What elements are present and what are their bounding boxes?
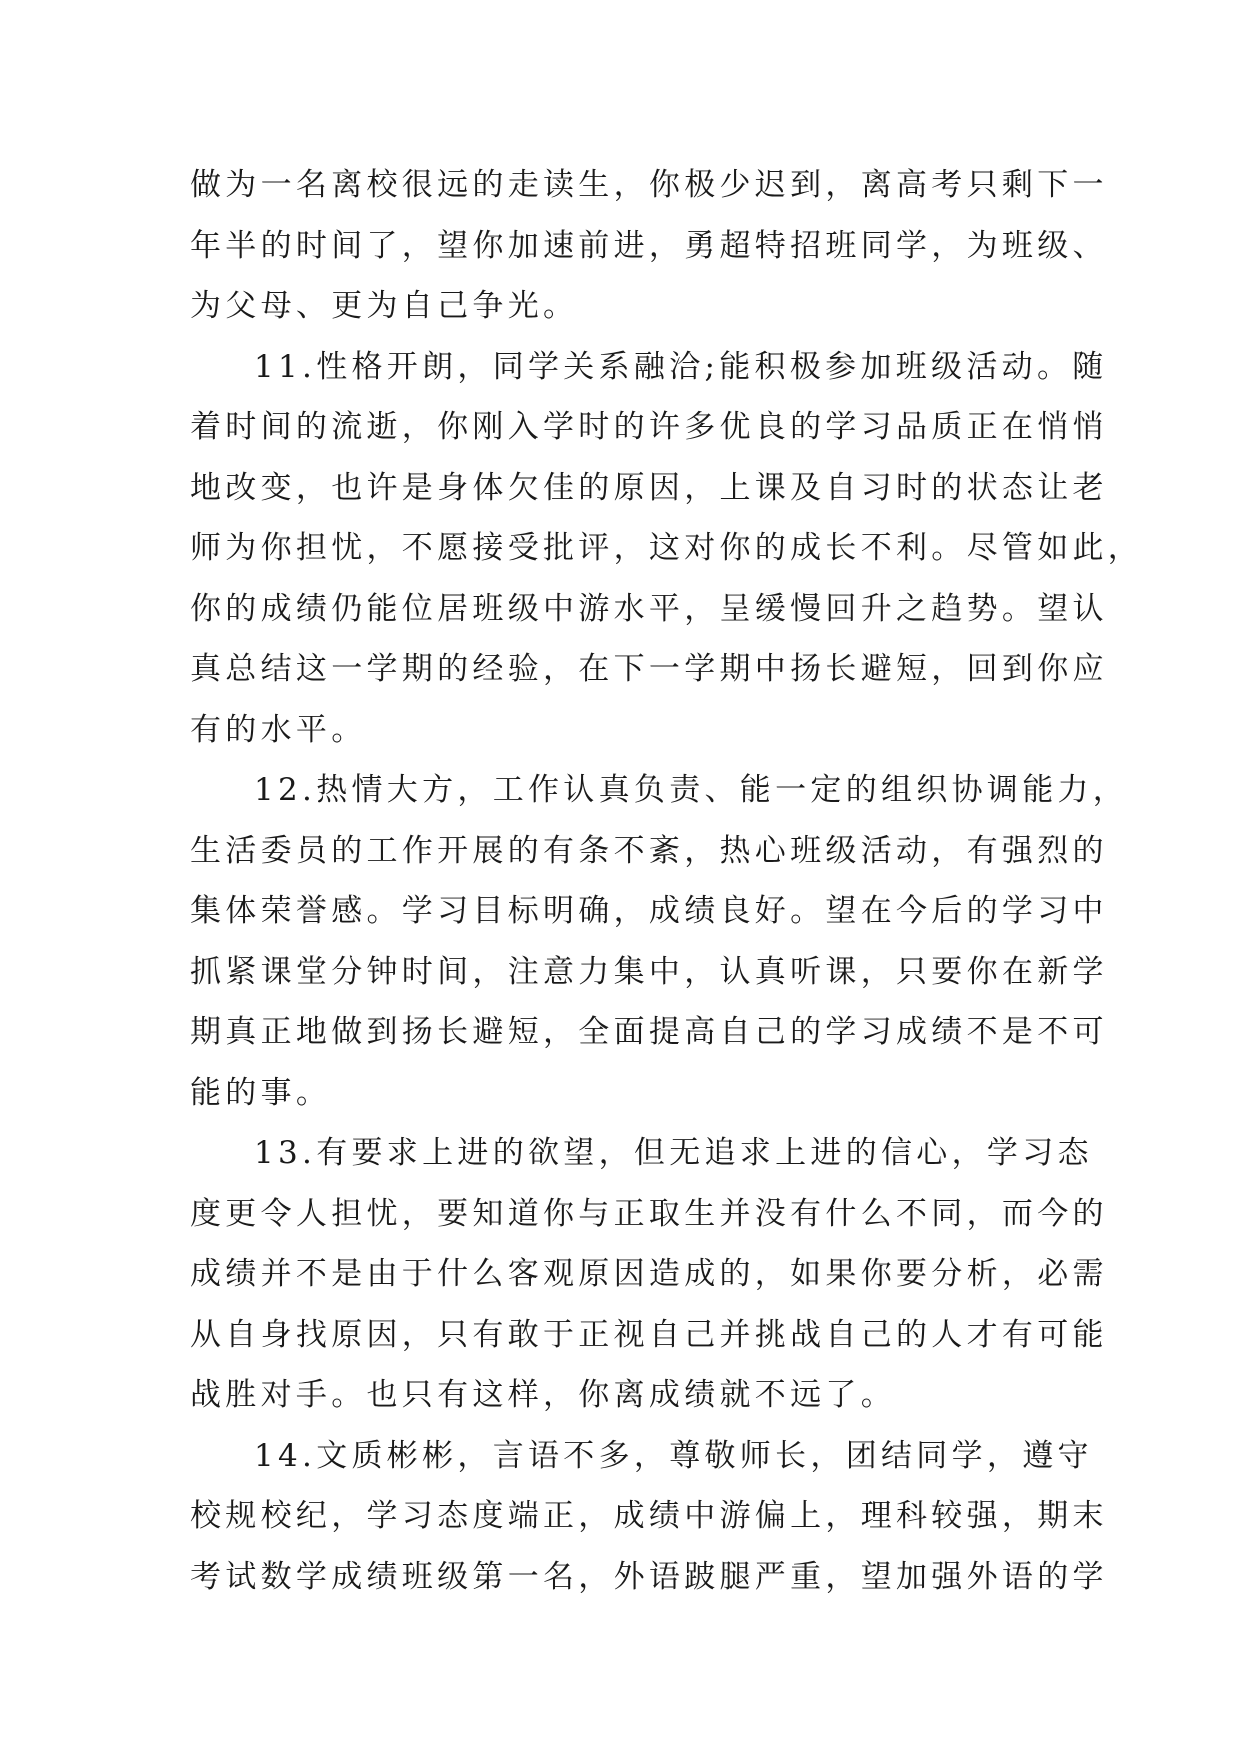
text-line: 地改变，也许是身体欠佳的原因，上课及自习时的状态让老 (190, 469, 1108, 506)
comment-text-block (190, 155, 1144, 1607)
paragraph-11-start: 11.性格开朗，同学关系融洽;能积极参加班级活动。随 (254, 348, 1108, 385)
text-line: 年半的时间了，望你加速前进，勇超特招班同学，为班级、 (190, 227, 1108, 264)
text-line: 集体荣誉感。学习目标明确，成绩良好。望在今后的学习中 (190, 893, 1108, 929)
text-line: 抓紧课堂分钟时间，注意力集中，认真听课，只要你在新学 (190, 953, 1108, 990)
text-line: 能的事。 (190, 1074, 332, 1111)
text-line: 你的成绩仍能位居班级中游水平，呈缓慢回升之趋势。望认 (190, 590, 1108, 627)
paragraph-12-start: 12.热情大方，工作认真负责、能一定的组织协调能力， (254, 772, 1129, 808)
text-line: 做为一名离校很远的走读生，你极少迟到，离高考只剩下一 (190, 167, 1108, 203)
text-line: 从自身找原因，只有敢于正视自己并挑战自己的人才有可能 (190, 1316, 1108, 1353)
paragraph-13-start: 13.有要求上进的欲望，但无追求上进的信心，学习态 (254, 1135, 1093, 1171)
text-line: 校规校纪，学习态度端正，成绩中游偏上，理科较强，期末 (190, 1498, 1108, 1534)
text-line: 生活委员的工作开展的有条不紊，热心班级活动，有强烈的 (190, 832, 1108, 869)
text-line: 为父母、更为自己争光。 (190, 288, 579, 324)
text-line: 度更令人担忧，要知道你与正取生并没有什么不同，而今的 (190, 1195, 1108, 1232)
text-line: 有的水平。 (190, 711, 367, 748)
text-line: 真总结这一学期的经验，在下一学期中扬长避短，回到你应 (190, 651, 1108, 687)
paragraph-14-start: 14.文质彬彬，言语不多，尊敬师长，团结同学，遵守 (254, 1437, 1093, 1474)
text-line: 成绩并不是由于什么客观原因造成的，如果你要分析，必需 (190, 1256, 1108, 1292)
text-line: 期真正地做到扬长避短，全面提高自己的学习成绩不是不可 (190, 1014, 1108, 1050)
text-line: 着时间的流逝，你刚入学时的许多优良的学习品质正在悄悄 (190, 409, 1108, 445)
text-line: 考试数学成绩班级第一名，外语跛腿严重，望加强外语的学 (190, 1558, 1108, 1595)
text-line: 师为你担忧，不愿接受批评，这对你的成长不利。尽管如此， (190, 530, 1144, 566)
text-line: 战胜对手。也只有这样，你离成绩就不远了。 (190, 1377, 896, 1413)
